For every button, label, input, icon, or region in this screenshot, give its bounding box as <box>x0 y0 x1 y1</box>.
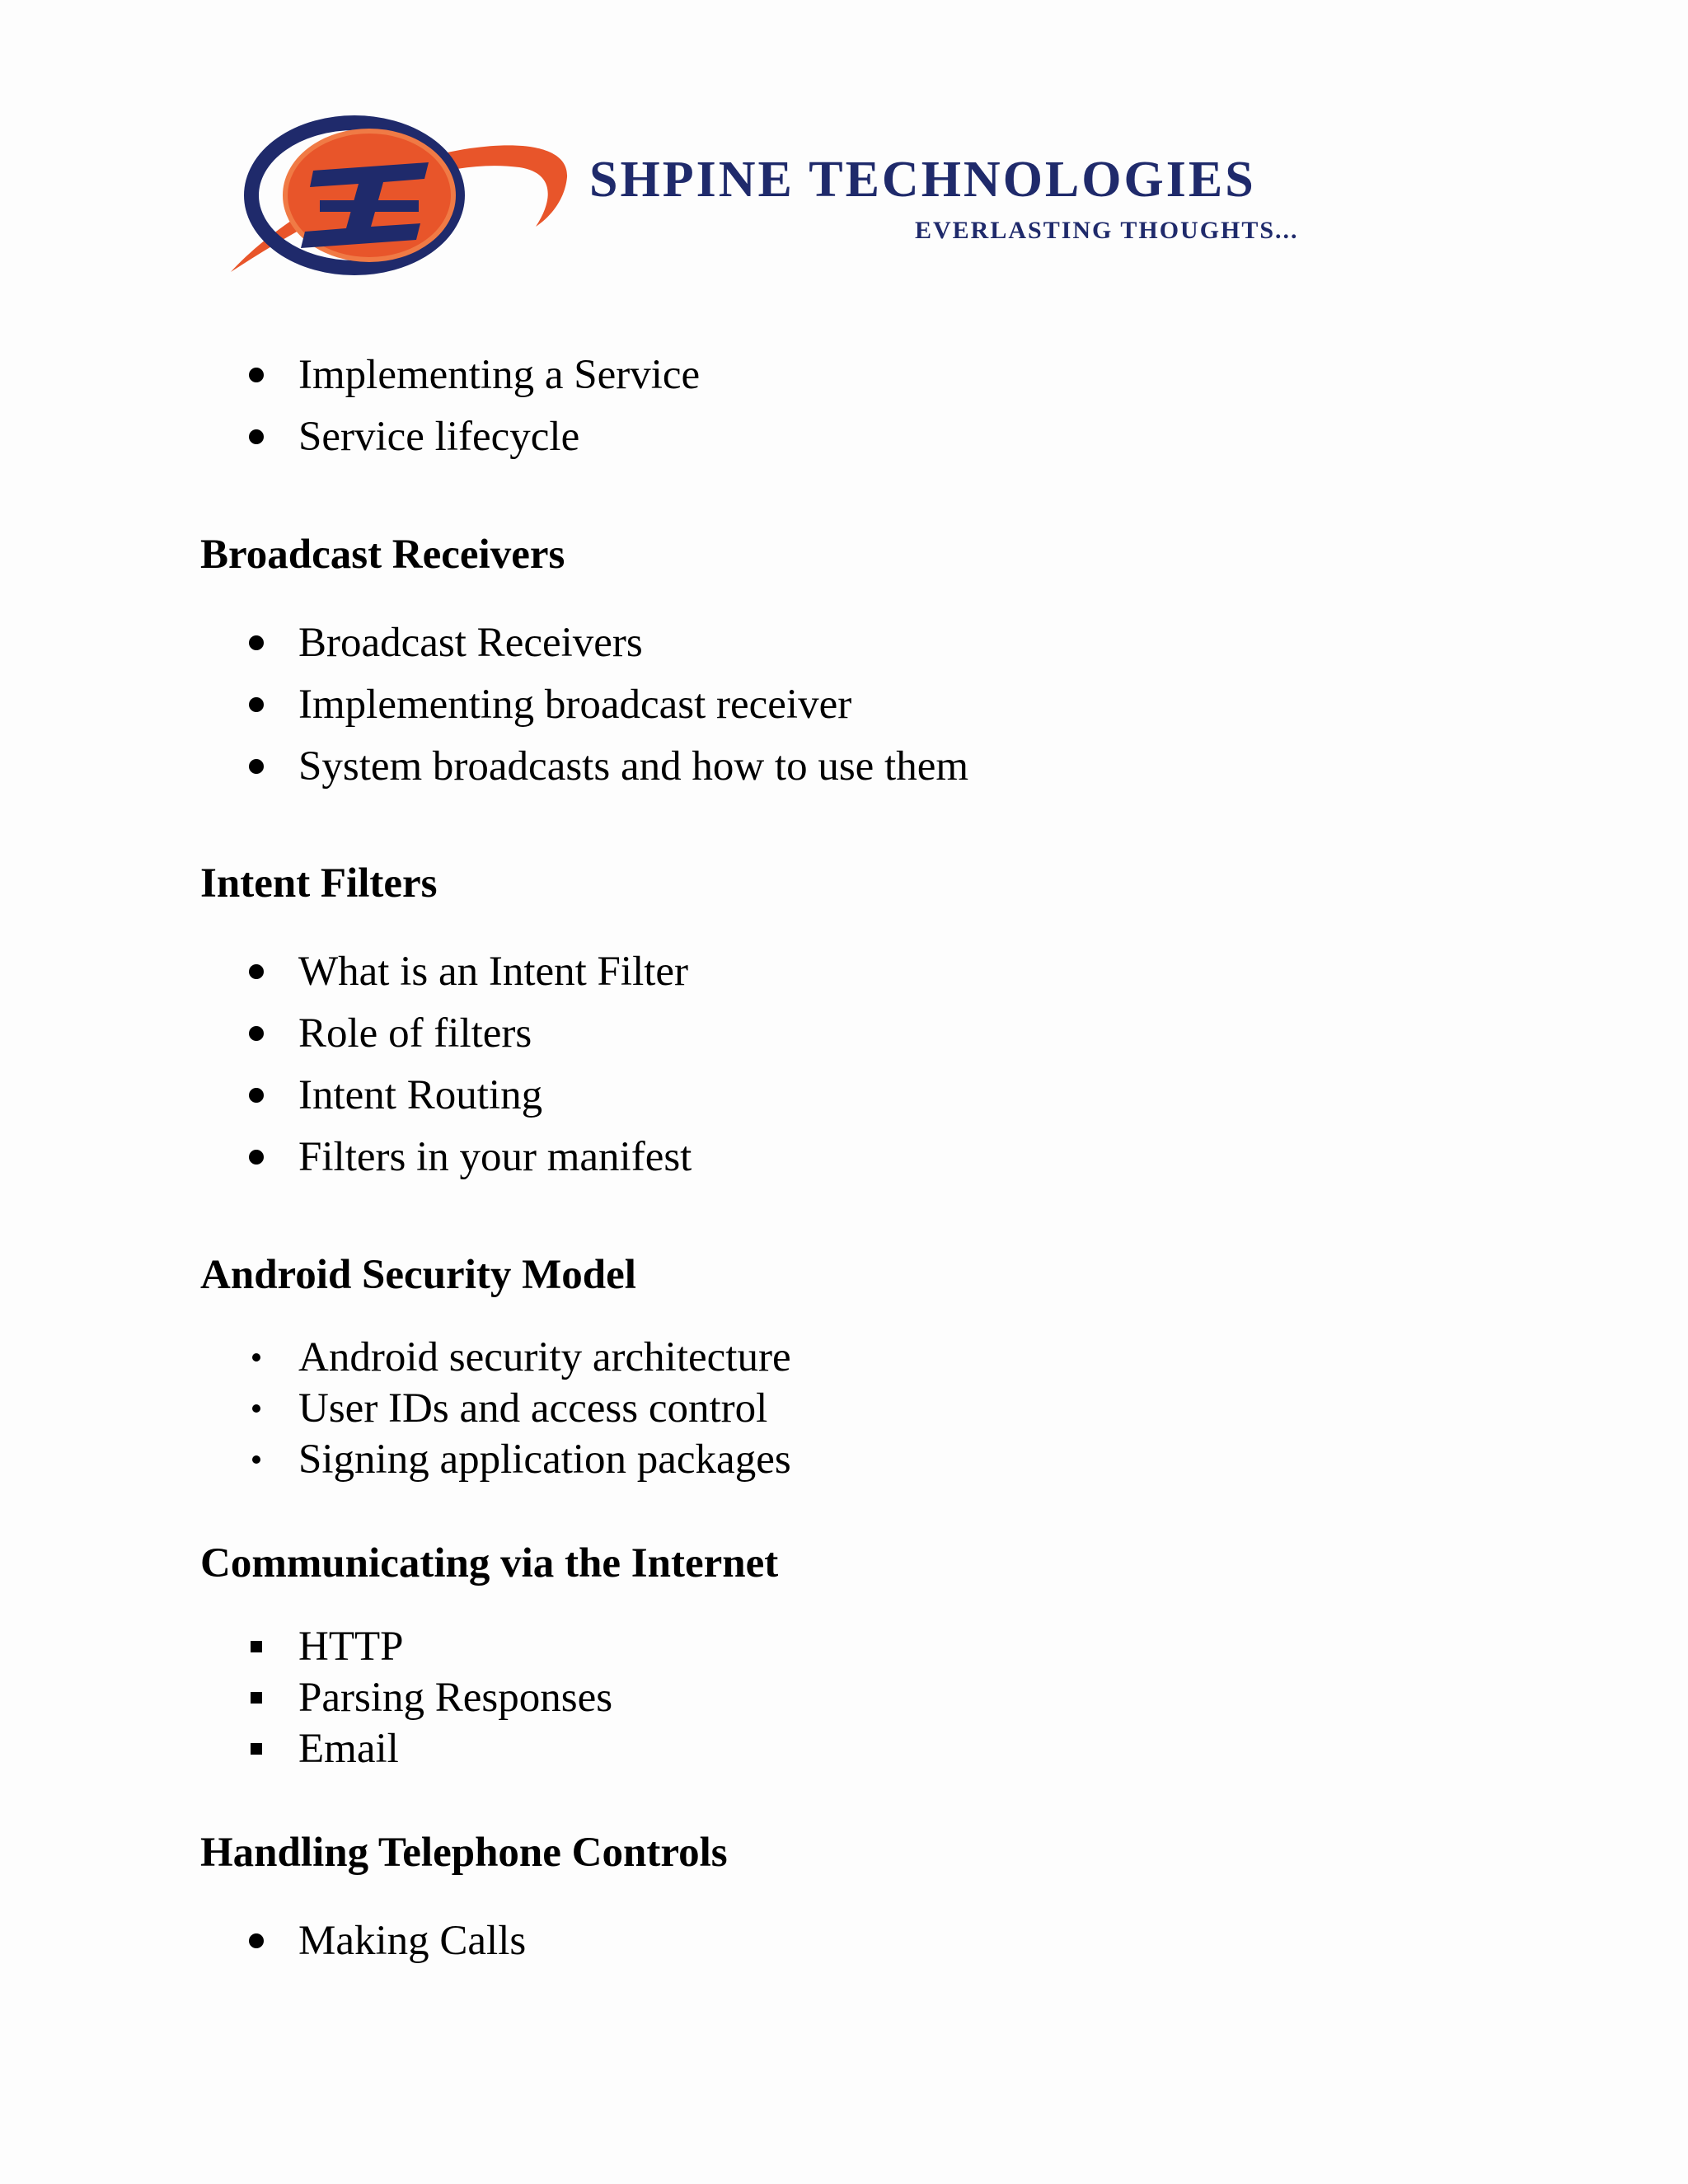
list-item: Parsing Responses <box>298 1675 613 1721</box>
section-heading: Handling Telephone Controls <box>200 1830 728 1876</box>
list-item: Android security architecture <box>298 1334 791 1380</box>
bullet-icon <box>248 1673 265 1722</box>
bullet-icon <box>248 1071 265 1120</box>
company-tagline: EVERLASTING THOUGHTS... <box>915 217 1299 244</box>
bullet-icon <box>248 947 265 996</box>
company-name: SHPINE TECHNOLOGIES <box>589 152 1256 208</box>
list-item: System broadcasts and how to use them <box>298 743 969 790</box>
list-item: Implementing broadcast receiver <box>298 682 852 728</box>
list-item: Role of filters <box>298 1010 532 1057</box>
list-item: Broadcast Receivers <box>298 620 643 666</box>
bullet-icon <box>248 1916 265 1966</box>
bullet-icon <box>248 618 265 668</box>
list-item: Implementing a Service <box>298 352 701 398</box>
list-item: User IDs and access control <box>298 1385 768 1432</box>
bullet-icon <box>248 1435 265 1484</box>
list-item: HTTP <box>298 1624 404 1670</box>
bullet-icon <box>248 412 265 462</box>
list-item: Making Calls <box>298 1918 527 1964</box>
bullet-icon <box>248 742 265 791</box>
bullet-icon <box>248 1009 265 1058</box>
list-item: Service lifecycle <box>298 414 580 460</box>
bullet-icon <box>248 1622 265 1671</box>
list-item: Filters in your manifest <box>298 1134 692 1180</box>
list-item: Intent Routing <box>298 1072 543 1118</box>
bullet-icon <box>248 680 265 729</box>
bullet-icon <box>248 350 265 400</box>
list-item: What is an Intent Filter <box>298 949 689 995</box>
page-header <box>223 103 1393 284</box>
section-heading: Android Security Model <box>200 1252 636 1298</box>
section-heading: Broadcast Receivers <box>200 532 565 578</box>
list-item: Signing application packages <box>298 1436 791 1483</box>
bullet-icon <box>248 1333 265 1382</box>
bullet-icon <box>248 1132 265 1182</box>
list-item: Email <box>298 1726 399 1772</box>
section-heading: Intent Filters <box>200 860 438 907</box>
shpine-logo-icon <box>223 103 585 284</box>
section-heading: Communicating via the Internet <box>200 1540 779 1586</box>
bullet-icon <box>248 1384 265 1433</box>
bullet-icon <box>248 1724 265 1774</box>
